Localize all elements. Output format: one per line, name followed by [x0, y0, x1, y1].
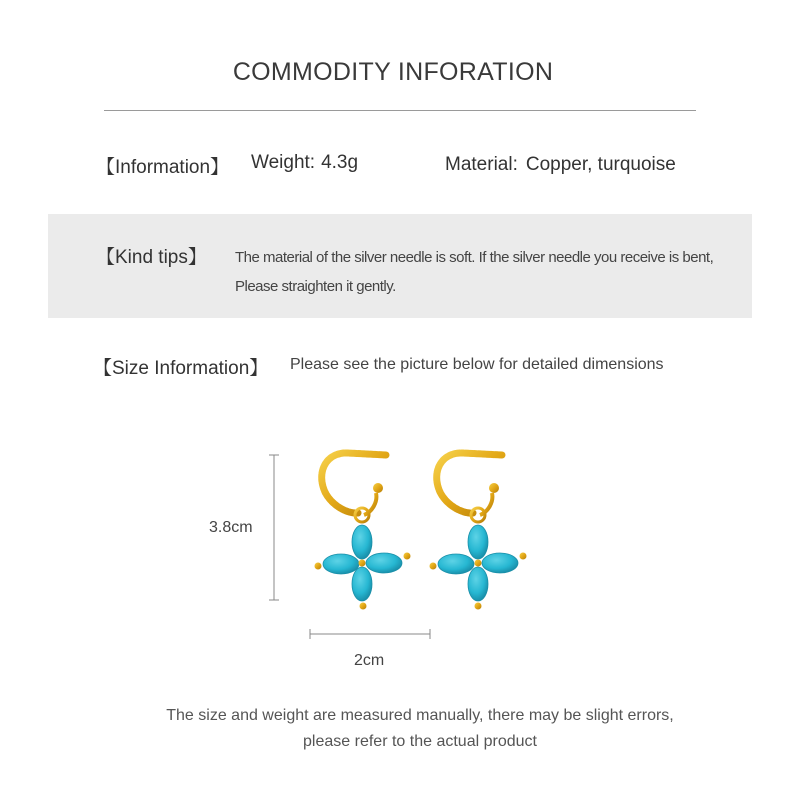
earring-right — [430, 453, 527, 610]
disclaimer-line-2: please refer to the actual product — [303, 733, 537, 750]
information-label: 【Information】 — [96, 157, 230, 178]
width-dimension-line — [310, 629, 430, 639]
height-dimension-label: 3.8cm — [209, 519, 253, 536]
size-information-label: 【Size Information】 — [93, 358, 269, 379]
kind-tips-line-2: Please straighten it gently. — [235, 278, 396, 295]
kind-tips-line-1: The material of the silver needle is soft. If the silver needle you receive is bent, — [235, 249, 714, 266]
kind-tips-label: 【Kind tips】 — [96, 247, 207, 268]
weight-value: 4.3g — [321, 152, 359, 173]
material-label: Material: — [445, 154, 518, 175]
earring-right-ball — [489, 483, 499, 493]
material-value: Copper, turquoise — [525, 154, 676, 175]
disclaimer-line-1: The size and weight are measured manually, there may be slight errors, — [166, 707, 674, 724]
disclaimer-note — [0, 703, 800, 755]
width-dimension-label: 2cm — [354, 652, 385, 669]
height-dimension-line — [269, 455, 279, 600]
size-information-description: Please see the picture below for detailed dimensions — [290, 356, 664, 373]
page-title: COMMODITY INFORATION — [232, 58, 554, 86]
earring-left — [315, 453, 411, 610]
earring-left-ball — [373, 483, 383, 493]
weight-label: Weight: — [251, 152, 316, 173]
